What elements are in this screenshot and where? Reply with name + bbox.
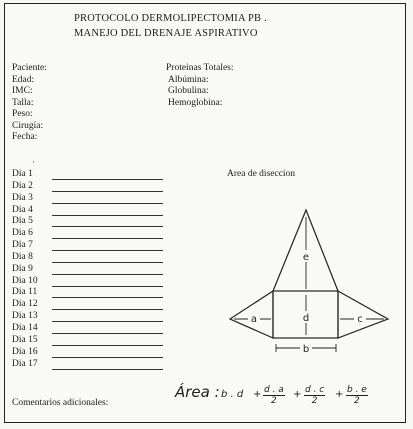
day-label: Dia 15	[12, 334, 38, 345]
formula-area-label: Área :	[175, 383, 220, 401]
day-row-1	[12, 169, 38, 181]
stray-dot: ·	[32, 157, 35, 167]
day-row-9	[12, 264, 38, 276]
day-label: Dia 12	[12, 299, 38, 310]
day-label: Dia 4	[12, 204, 33, 215]
day-entry-line	[52, 286, 163, 287]
label-d: d	[302, 313, 310, 324]
day-label: Dia 7	[12, 240, 33, 251]
day-row-6	[12, 228, 38, 240]
field-proteinas-totales: Proteinas Totales:	[166, 63, 234, 73]
formula-plus-2: +	[293, 389, 302, 400]
day-label: Dia 6	[12, 228, 33, 239]
lab-fields	[166, 63, 234, 109]
day-row-11	[12, 287, 38, 299]
field-cirugia: Cirugía:	[12, 120, 44, 131]
field-hemoglobina: Hemoglobina:	[168, 97, 223, 108]
day-row-10	[12, 276, 38, 288]
fraction-denominator: 2	[271, 396, 277, 406]
day-entry-line	[52, 203, 163, 204]
day-entry-line	[52, 274, 163, 275]
day-entry-line	[52, 309, 163, 310]
day-row-4	[12, 205, 38, 217]
day-entry-line	[52, 345, 163, 346]
drain-days-list	[12, 169, 38, 370]
form-title	[74, 11, 267, 41]
day-entry-line	[52, 369, 163, 370]
field-edad: Edad:	[12, 74, 35, 85]
day-label: Dia 14	[12, 322, 38, 333]
day-entry-line	[52, 357, 163, 358]
field-imc: IMC:	[12, 86, 33, 96]
day-entry-line	[52, 191, 163, 192]
day-row-3	[12, 193, 38, 205]
fraction-numerator: b . e	[347, 385, 367, 395]
diagram-title: Area de diseccion	[227, 169, 296, 179]
day-entry-line	[52, 262, 163, 263]
field-fecha: Fecha:	[12, 132, 38, 142]
fraction-denominator: 2	[311, 396, 318, 406]
day-label: Dia 9	[12, 263, 33, 274]
fraction-denominator: 2	[354, 396, 360, 406]
day-entry-line	[52, 215, 163, 216]
day-label: Dia 3	[12, 192, 33, 203]
formula-fraction-be	[346, 385, 368, 406]
title-line-2: MANEJO DEL DRENAJE ASPIRATIVO	[74, 28, 258, 39]
field-paciente: Paciente:	[12, 63, 47, 73]
label-b: b	[302, 344, 310, 355]
formula-plus-3: +	[335, 389, 344, 400]
day-row-13	[12, 311, 38, 323]
formula-fraction-dc	[304, 385, 325, 406]
day-label: Dia 1	[12, 169, 33, 179]
day-label: Dia 10	[12, 275, 38, 286]
field-globulina: Globulina:	[168, 86, 209, 96]
field-albumina: Albúmina:	[168, 74, 209, 85]
day-label: Dia 16	[12, 346, 38, 357]
formula-term-bd: b . d	[221, 389, 244, 400]
day-label: Dia 8	[12, 251, 33, 262]
day-entry-line	[52, 238, 163, 239]
field-peso: Peso:	[12, 109, 33, 119]
field-talla: Talla:	[12, 97, 34, 108]
day-label: Dia 17	[12, 358, 38, 369]
day-label: Dia 2	[12, 180, 33, 191]
day-row-16	[12, 347, 38, 359]
patient-fields	[12, 63, 47, 144]
formula-fraction-da	[263, 385, 285, 406]
fraction-numerator: d . a	[264, 385, 284, 395]
day-entry-line	[52, 179, 163, 180]
day-row-17	[12, 359, 38, 371]
fraction-numerator: d . c	[305, 385, 325, 395]
day-row-14	[12, 323, 38, 335]
comments-label: Comentarios adicionales:	[12, 398, 109, 408]
day-row-5	[12, 216, 38, 228]
day-entry-line	[52, 297, 163, 298]
day-row-2	[12, 181, 38, 193]
label-e: e	[302, 252, 310, 263]
day-row-8	[12, 252, 38, 264]
formula-plus-1: +	[253, 389, 262, 400]
day-entry-line	[52, 226, 163, 227]
day-entry-line	[52, 333, 163, 334]
day-label: Dia 5	[12, 216, 33, 227]
day-entry-line	[52, 250, 163, 251]
day-label: Dia 11	[12, 287, 38, 298]
day-row-12	[12, 299, 38, 311]
label-a: a	[250, 314, 258, 325]
label-c: c	[357, 314, 363, 325]
day-label: Dia 13	[12, 311, 38, 322]
day-entry-line	[52, 321, 163, 322]
day-row-15	[12, 335, 38, 347]
title-line-1: PROTOCOLO DERMOLIPECTOMIA PB .	[74, 13, 267, 24]
dissection-area-diagram	[226, 205, 396, 355]
day-row-7	[12, 240, 38, 252]
